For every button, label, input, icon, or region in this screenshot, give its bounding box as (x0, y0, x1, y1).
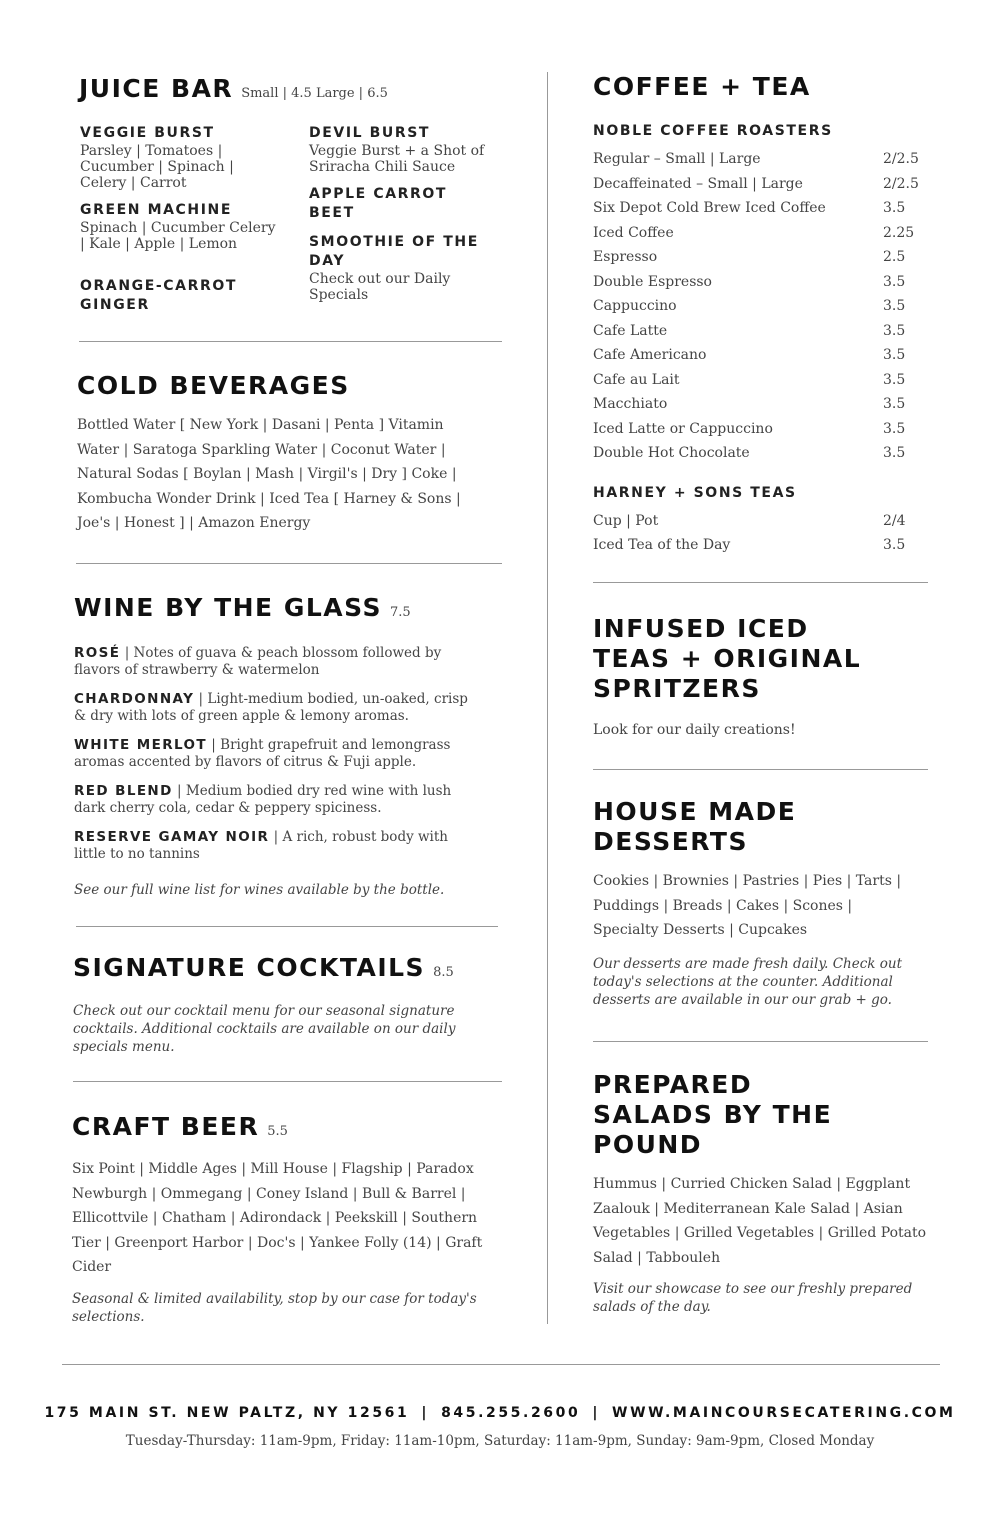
cold-beverages-section (77, 371, 472, 536)
list-item: Macchiato 3.5 (593, 396, 906, 413)
cocktails-note: Check out our cocktail menu for our seasonal signature cocktails. Additional cocktails are available on our daily specials menu. (73, 1003, 456, 1055)
coffee-tea-section (593, 72, 933, 558)
cold-beverages-list: Bottled Water [ New York | Dasani | Penta ] Vitamin Water | Saratoga Sparkling Water | Coconut Water | Natural Sodas [ Boylan | Mash | Virgil's | Dry ] Coke | Kombucha Wonder Drink | Iced Tea [ Harney & Sons | Joe's | Honest ] | Amazon Energy (77, 417, 461, 531)
cold-beverages-title: COLD BEVERAGES (77, 371, 350, 400)
infused-title: INFUSED ICED TEAS + ORIGINAL SPRITZERS (593, 614, 862, 703)
list-item: Double Hot Chocolate 3.5 (593, 445, 906, 462)
list-item: Cup | Pot 2/4 (593, 512, 906, 529)
beer-list: Six Point | Middle Ages | Mill House | Flagship | Paradox Newburgh | Ommegang | Coney Island | Bull & Barrel | Ellicottvile | Chatham | Adirondack | Peekskill | Southern Tier | Greenport Harbor | Doc's | Yankee Folly (14) | Graft Cider (72, 1161, 483, 1275)
coffee-list (593, 147, 923, 466)
list-item: Double Espresso 3.5 (593, 273, 906, 290)
wine-section (74, 593, 484, 899)
menu-item: DEVIL BURST Veggie Burst + a Shot of Sriracha Chili Sauce (309, 125, 485, 175)
wine-note: See our full wine list for wines available by the bottle. (74, 882, 445, 898)
tea-list (593, 509, 923, 558)
infused-text: Look for our daily creations! (593, 722, 796, 738)
divider (73, 1081, 502, 1082)
list-item: Iced Coffee 2.25 (593, 224, 915, 241)
salads-list: Hummus | Curried Chicken Salad | Eggplant Zaalouk | Mediterranean Kale Salad | Asian Vegetables | Grilled Vegetables | Grilled Potato Salad | Tabbouleh (593, 1176, 927, 1266)
divider (593, 1041, 928, 1042)
footer-hours: Tuesday-Thursday: 11am-9pm, Friday: 11am-10pm, Saturday: 11am-9pm, Sunday: 9am-9pm, Closed Monday (125, 1433, 875, 1449)
divider (79, 341, 502, 342)
wine-item: RESERVE GAMAY NOIR | A rich, robust body with little to no tannins (74, 829, 448, 862)
wine-list (74, 645, 484, 863)
divider (593, 582, 928, 583)
salads-section (593, 1070, 928, 1316)
beer-price: 5.5 (267, 1124, 288, 1139)
juice-bar-price: Small | 4.5 Large | 6.5 (241, 86, 388, 101)
divider (593, 769, 928, 770)
tea-heading: HARNEY + SONS TEAS (593, 484, 797, 501)
menu-item: SMOOTHIE OF THE DAY Check out our Daily Specials (309, 234, 479, 303)
juice-bar-section (79, 74, 509, 109)
wine-item: WHITE MERLOT | Bright grapefruit and lemongrass aromas accented by flavors of citrus & Fuji apple. (74, 737, 451, 770)
wine-item: CHARDONNAY | Light-medium bodied, un-oaked, crisp & dry with lots of green apple & lemony aromas. (74, 691, 468, 724)
coffee-heading: NOBLE COFFEE ROASTERS (593, 123, 833, 139)
cocktails-price: 8.5 (433, 965, 454, 980)
salads-note: Visit our showcase to see our freshly prepared salads of the day. (593, 1281, 913, 1315)
beer-title: CRAFT BEER 5.5 (72, 1112, 288, 1141)
divider (76, 926, 498, 927)
beer-section (72, 1112, 492, 1326)
footer-contact: 175 MAIN ST. NEW PALTZ, NY 12561 | 845.255.2600 | WWW.MAINCOURSECATERING.COM (44, 1405, 956, 1421)
cocktails-title: SIGNATURE COCKTAILS 8.5 (73, 953, 454, 982)
list-item: Iced Latte or Cappuccino 3.5 (593, 420, 906, 437)
wine-title: WINE BY THE GLASS 7.5 (74, 593, 411, 622)
list-item: Decaffeinated – Small | Large 2/2.5 (593, 175, 919, 192)
coffee-tea-title: COFFEE + TEA (593, 72, 811, 101)
list-item: Regular – Small | Large 2/2.5 (593, 151, 919, 168)
infused-section (593, 614, 893, 743)
list-item: Espresso 2.5 (593, 249, 906, 266)
desserts-list: Cookies | Brownies | Pastries | Pies | Tarts | Puddings | Breads | Cakes | Scones | Specialty Desserts | Cupcakes (593, 873, 902, 938)
footer-address: 175 MAIN ST. NEW PALTZ, NY 12561 (44, 1405, 410, 1421)
wine-price: 7.5 (390, 605, 411, 620)
list-item: Six Depot Cold Brew Iced Coffee 3.5 (593, 200, 906, 217)
wine-item: ROSÉ | Notes of guava & peach blossom followed by flavors of strawberry & watermelon (74, 645, 442, 678)
list-item: Cafe au Lait 3.5 (593, 371, 906, 388)
footer-website[interactable]: WWW.MAINCOURSECATERING.COM (612, 1405, 956, 1421)
list-item: Cafe Americano 3.5 (593, 347, 906, 364)
beer-note: Seasonal & limited availability, stop by our case for today's selections. (72, 1290, 477, 1325)
juice-bar-title: JUICE BAR Small | 4.5 Large | 6.5 (79, 74, 388, 103)
column-divider (547, 72, 548, 1324)
menu-item: VEGGIE BURST Parsley | Tomatoes | Cucumber | Spinach | Celery | Carrot (80, 125, 234, 191)
menu-item: GREEN MACHINE Spinach | Cucumber Celery | Kale | Apple | Lemon (80, 202, 276, 252)
desserts-title: HOUSE MADE DESSERTS (593, 797, 797, 856)
list-item: Iced Tea of the Day 3.5 (593, 537, 906, 554)
salads-title: PREPARED SALADS BY THE POUND (593, 1070, 833, 1159)
menu-item: ORANGE-CARROT GINGER (80, 278, 238, 313)
footer-divider (62, 1364, 940, 1365)
list-item: Cafe Latte 3.5 (593, 322, 906, 339)
divider (76, 563, 502, 564)
menu-item: APPLE CARROT BEET (309, 186, 448, 221)
desserts-section (593, 797, 913, 1009)
wine-item: RED BLEND | Medium bodied dry red wine with lush dark cherry cola, cedar & peppery spiciness. (74, 783, 452, 816)
desserts-note: Our desserts are made fresh daily. Check out today's selections at the counter. Additional desserts are available in our our grab + go. (593, 955, 903, 1008)
list-item: Cappuccino 3.5 (593, 298, 906, 315)
footer-phone[interactable]: 845.255.2600 (441, 1405, 581, 1421)
footer-hours-row (0, 1430, 1000, 1449)
cocktails-section (73, 953, 488, 1056)
